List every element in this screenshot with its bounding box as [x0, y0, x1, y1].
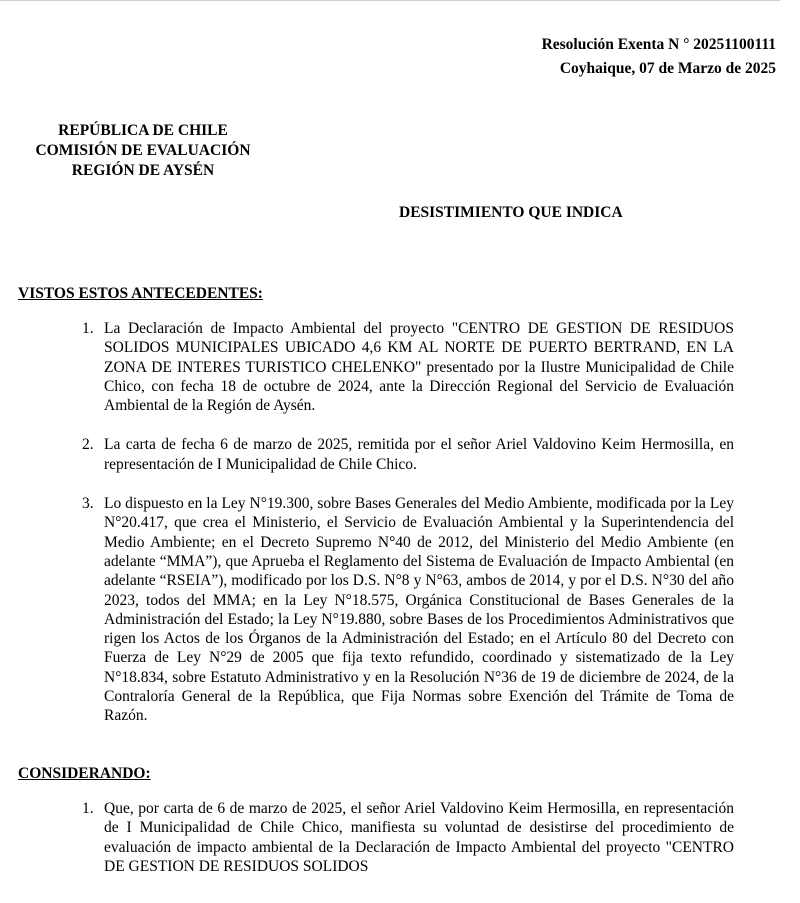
considerando-list: [78, 799, 734, 896]
resolution-header: [542, 33, 776, 81]
document-title: DESISTIMIENTO QUE INDICA: [399, 204, 623, 221]
institution-header: [18, 121, 268, 181]
item-number: 1.: [82, 800, 94, 817]
vistos-item: [78, 319, 734, 415]
item-text: La carta de fecha 6 de marzo de 2025, remitida por el señor Ariel Valdovino Keim Hermosilla, en representación de I Municipalidad de Chile Chico.: [104, 436, 734, 473]
item-text: Lo dispuesto en la Ley N°19.300, sobre Bases Generales del Medio Ambiente, modificada por la Ley N°20.417, que crea el Ministerio, el Servicio de Evaluación Ambiental y la Superintendencia del Medio Ambiente; en el Decreto Supremo N°40 de 2012, del Ministerio del Medio Ambiente (en adelante “MMA”), que Aprueba el Reglamento del Sistema de Evaluación de Impacto Ambiental (en adelante “RSEIA”), modificado por los D.S. N°8 y N°63, ambos de 2014, y por el D.S. N°30 del año 2023, todos del MMA; en la Ley N°18.575, Orgánica Constitucional de Bases Generales de la Administración del Estado; la Ley N°19.880, sobre Bases de los Procedimientos Administrativos que rigen los Actos de los Órganos de la Administración del Estado; en el Artículo 80 del Decreto con Fuerza de Ley N°29 de 2005 que fija texto refundido, coordinado y sistematizado de la Ley N°18.834, sobre Estatuto Administrativo y en la Resolución N°36 de 19 de diciembre de 2024, de la Contraloría General de la República, que Fija Normas sobre Exención del Trámite de Toma de Razón.: [104, 495, 734, 725]
item-number: 2.: [82, 436, 94, 454]
institution-region: REGIÓN DE AYSÉN: [71, 162, 215, 179]
resolution-number: Resolución Exenta N ° 20251100111: [541, 36, 776, 53]
resolution-place-date: Coyhaique, 07 de Marzo de 2025: [559, 60, 776, 77]
item-number: 3.: [82, 495, 94, 513]
item-text: Que, por carta de 6 de marzo de 2025, el señor Ariel Valdovino Keim Hermosilla, en representación de I Municipalidad de Chile Chico, manifiesta su voluntad de desistirse del procedimiento de evaluación de impacto ambiental de la Declaración de Impacto Ambiental del proyecto "CENTRO DE GESTION DE RESIDUOS SOLIDOS: [104, 800, 734, 875]
item-text: La Declaración de Impacto Ambiental del proyecto "CENTRO DE GESTION DE RESIDUOS SOLIDOS MUNICIPALES UBICADO 4,6 KM AL NORTE DE PUERTO BERTRAND, EN LA ZONA DE INTERES TURISTICO CHELENKO" presentado por la Ilustre Municipalidad de Chile Chico, con fecha 18 de octubre de 2024, ante la Dirección Regional del Servicio de Evaluación Ambiental de la Región de Aysén.: [104, 320, 734, 415]
considerando-heading: CONSIDERANDO:: [18, 765, 151, 782]
institution-commission: COMISIÓN DE EVALUACIÓN: [35, 142, 251, 159]
institution-country: REPÚBLICA DE CHILE: [58, 122, 228, 139]
considerando-item: [78, 799, 734, 876]
vistos-heading: VISTOS ESTOS ANTECEDENTES:: [18, 285, 263, 302]
vistos-item: [78, 435, 734, 474]
item-number: 1.: [82, 320, 94, 337]
page-top-rule: [0, 0, 780, 1]
vistos-item: [78, 494, 734, 726]
vistos-list: [78, 319, 734, 746]
